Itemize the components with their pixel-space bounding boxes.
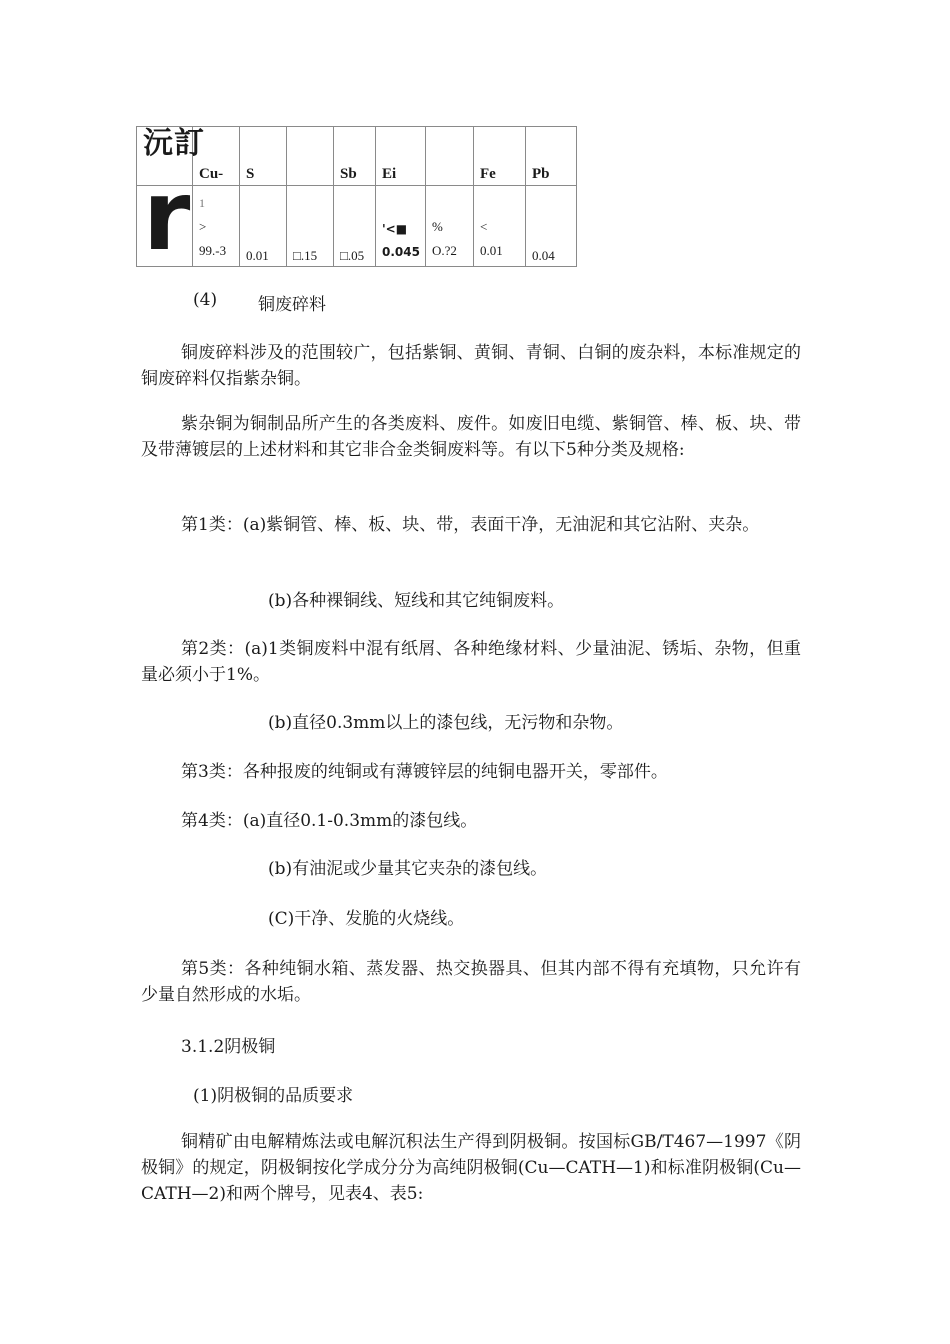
table-value-row bbox=[137, 186, 577, 267]
category-4a: 第4类：(a)直径0.1-0.3mm的漆包线。 bbox=[181, 811, 478, 831]
paragraph-scope: 铜废碎料涉及的范围较广，包括紫铜、黄铜、青铜、白铜的废杂料，本标准规定的铜废碎料仅指紫杂铜。 bbox=[141, 343, 801, 389]
header-cell: S bbox=[240, 127, 287, 186]
cell-value: □.15 bbox=[293, 248, 318, 263]
section-title: 铜废碎料 bbox=[258, 295, 326, 315]
category-3: 第3类：各种报废的纯铜或有薄镀锌层的纯铜电器开关，零部件。 bbox=[181, 762, 668, 782]
value-cell bbox=[474, 186, 526, 267]
value-cell bbox=[193, 186, 240, 267]
section-number: (4) bbox=[193, 290, 218, 310]
paragraph-cathode-copper: 铜精矿由电解精炼法或电解沉积法生产得到阴极铜。按国标GB/T467—1997《阴极铜》的规定，阴极铜按化学成分分为高纯阴极铜(Cu—CATH—1)和标准阴极铜(Cu—CATH—2)和两个牌号，见表4、表5: bbox=[141, 1132, 801, 1204]
cell-value: 0.045 bbox=[382, 245, 420, 260]
value-cell bbox=[240, 186, 287, 267]
cell-value: 99.-3 bbox=[199, 243, 227, 259]
value-cell bbox=[376, 186, 426, 267]
cell-value: 0.01 bbox=[246, 248, 269, 263]
cell-mark-mid: '<■ bbox=[382, 222, 408, 237]
value-cell bbox=[526, 186, 577, 267]
category-1a: 第1类：(a)紫铜管、棒、板、块、带，表面干净，无油泥和其它沾附、夹杂。 bbox=[181, 515, 760, 535]
header-cell: Pb bbox=[526, 127, 577, 186]
category-2b: (b)直径0.3mm以上的漆包线，无污物和杂物。 bbox=[268, 713, 624, 733]
corner-glyph-top: 沅訂 bbox=[143, 126, 205, 161]
composition-table bbox=[136, 126, 577, 272]
cell-value: □.05 bbox=[340, 248, 365, 263]
cell-mark-mid: < bbox=[480, 218, 488, 234]
header-cell: Ei bbox=[376, 127, 426, 186]
header-cell bbox=[426, 127, 474, 186]
header-cell bbox=[287, 127, 334, 186]
cell-mark-top: 1 bbox=[199, 195, 205, 210]
header-cell: Fe bbox=[474, 127, 526, 186]
cell-mark-mid: % bbox=[432, 218, 443, 234]
section-3-1-2: 3.1.2阴极铜 bbox=[181, 1037, 276, 1057]
value-cell bbox=[426, 186, 474, 267]
category-4b: (b)有油泥或少量其它夹杂的漆包线。 bbox=[268, 859, 548, 879]
value-cell bbox=[287, 186, 334, 267]
paragraph-definition: 紫杂铜为铜制品所产生的各类废料、废件。如废旧电缆、紫铜管、棒、板、块、带及带薄镀层的上述材料和其它非合金类铜废料等。有以下5种分类及规格: bbox=[141, 414, 801, 460]
cell-mark-mid: > bbox=[199, 218, 207, 234]
category-2a: 第2类：(a)1类铜废料中混有纸屑、各种绝缘材料、少量油泥、锈垢、杂物，但重量必须小于1%。 bbox=[141, 639, 801, 685]
table-row-label-cell bbox=[137, 160, 193, 272]
row-glyph: r bbox=[143, 160, 191, 272]
value-cell bbox=[334, 186, 376, 267]
category-4c: (C)干净、发脆的火烧线。 bbox=[268, 909, 465, 929]
header-cell: Sb bbox=[334, 127, 376, 186]
header-cell: Cu- bbox=[193, 127, 240, 186]
cell-value: O.?2 bbox=[432, 243, 457, 259]
subsection-quality-requirements: (1)阴极铜的品质要求 bbox=[193, 1086, 354, 1106]
cell-value: 0.01 bbox=[480, 243, 503, 259]
table-header-row bbox=[137, 127, 577, 186]
category-1b: (b)各种裸铜线、短线和其它纯铜废料。 bbox=[268, 591, 565, 611]
cell-value: 0.04 bbox=[532, 248, 555, 263]
category-5: 第5类：各种纯铜水箱、蒸发器、热交换器具、但其内部不得有充填物，只允许有少量自然形成的水垢。 bbox=[141, 959, 801, 1005]
